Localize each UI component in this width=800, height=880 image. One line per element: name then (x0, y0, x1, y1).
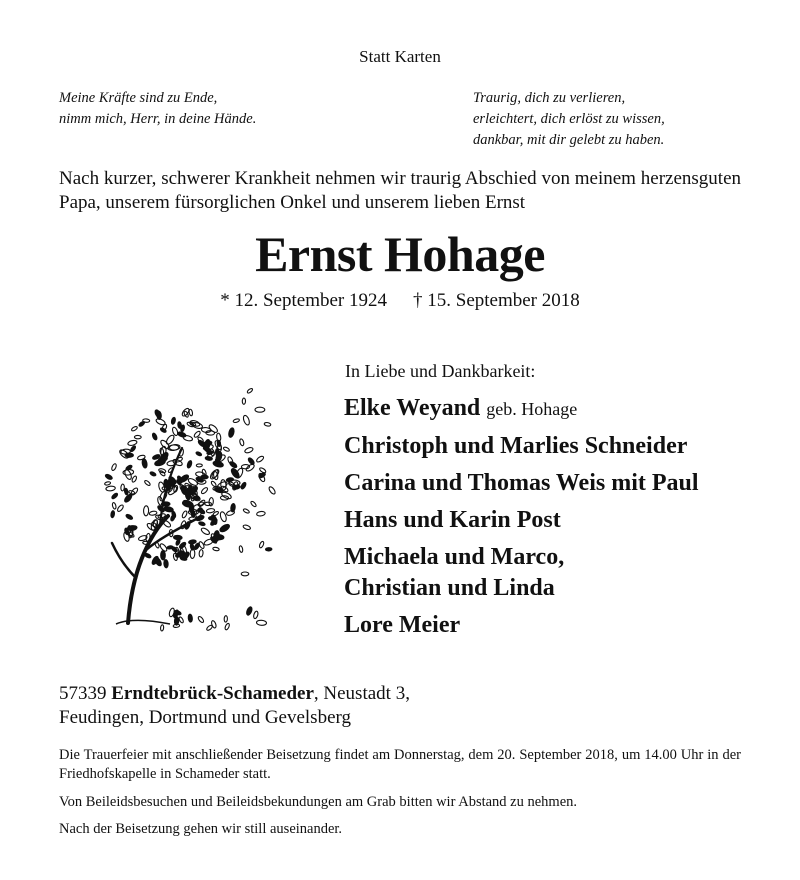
address-zip: 57339 (59, 683, 107, 704)
tree-leaf (198, 521, 205, 526)
tree-leaf (181, 510, 188, 518)
tree-leaf (205, 456, 213, 461)
mourner-entry: Lore Meier (344, 612, 461, 638)
funeral-notice: Die Trauerfeier mit anschließender Beisetzung findet am Donnerstag, dem 20. September 2018, um 14.00 Uhr in der Friedhofskapelle in Schameder statt. (59, 747, 741, 782)
tree-leaf (110, 510, 114, 517)
tree-leaf (247, 457, 255, 465)
tree-leaf (227, 456, 234, 465)
tree-leaf (127, 440, 137, 447)
tree-leaf (219, 511, 227, 522)
tree-leaf (177, 431, 186, 438)
address-line-2: Feudingen, Dortmund und Gevelsberg (59, 707, 351, 728)
tree-leaf (256, 455, 265, 463)
tree-leaf (219, 523, 231, 533)
tree-leaf (265, 548, 272, 552)
tree-leaf (246, 606, 253, 616)
address-line (59, 682, 410, 706)
tree-leaf (203, 446, 212, 454)
tree-leaf (159, 543, 168, 553)
tree-leaf (160, 625, 164, 631)
tree-leaf (256, 620, 266, 626)
tree-leaf (105, 473, 113, 480)
closing-notice: Nach der Beisetzung gehen wir still auseinander. (59, 821, 343, 837)
tree-leaf (240, 482, 247, 490)
poem-left-line: nimm mich, Herr, in deine Hände. (59, 111, 257, 127)
tree-leaf (143, 419, 150, 423)
tree-leaf (161, 551, 166, 560)
tree-leaf (199, 549, 204, 557)
tree-leaf (131, 426, 138, 432)
tree-leaf (242, 415, 250, 426)
poem-left-line: Meine Kräfte sind zu Ende, (59, 90, 218, 106)
tree-leaf (230, 503, 235, 512)
tree-leaf (243, 508, 250, 514)
tree-leaf (200, 487, 208, 495)
tree-leaf (188, 614, 193, 622)
tree-leaf (213, 547, 220, 551)
tree-leaf (239, 546, 244, 553)
tree-leaf (268, 486, 276, 495)
tree-leaf (159, 470, 166, 477)
tree-leaf (224, 623, 230, 631)
life-dates (0, 290, 800, 312)
tree-leaf (142, 458, 148, 468)
tree-leaf (131, 475, 137, 482)
tree-leaf (127, 531, 135, 538)
tree-leaf (171, 417, 176, 425)
tree-leaf (197, 616, 204, 624)
tree-leaf (182, 500, 194, 508)
tree-leaf (233, 418, 240, 423)
mourner-entry (344, 393, 784, 425)
tree-leaf (150, 471, 157, 477)
tree-leaf (247, 388, 254, 394)
tree-leaf (224, 616, 228, 623)
tree-leaf (242, 398, 245, 404)
mourner-entry (344, 542, 784, 604)
tree-leaf (201, 475, 208, 479)
address-town: Erndtebrück-Schameder (111, 683, 314, 704)
tree-leaf (259, 467, 267, 474)
tree-leaf (259, 541, 265, 549)
tree-leaf (124, 488, 128, 495)
tree-leaf (243, 524, 251, 530)
condolence-notice: Von Beileidsbesuchen und Beileidsbekundungen am Grab bitten wir Abstand zu nehmen. (59, 794, 578, 810)
tree-leaf (130, 445, 137, 452)
tree-leaf (125, 514, 133, 521)
tree-leaf (244, 447, 254, 454)
tree-leaf (112, 502, 117, 509)
tree-leaf (195, 451, 202, 456)
mourner-line: Christian und Linda (344, 575, 555, 601)
tree-leaf (264, 422, 271, 427)
statt-karten-header: Statt Karten (359, 47, 441, 66)
tree-leaf (111, 492, 118, 499)
tree-leaf (164, 559, 169, 568)
poem-left (59, 88, 389, 130)
intro-text: Nach kurzer, schwerer Krankheit nehmen wir traurig Abschied von meinem herzensguten Papa, unserem fürsorglichen Onkel und unserem lieben Ernst (59, 168, 741, 213)
mourner-entry: Christoph und Marlies Schneider (344, 433, 688, 459)
mourner-line: Michaela und Marco, (344, 544, 565, 570)
deceased-name: Ernst Hohage (255, 226, 545, 282)
tree-leaf (121, 484, 125, 491)
tree-leaf (104, 481, 111, 485)
tree-leaf (143, 506, 148, 516)
address-street: , Neustadt 3, (313, 683, 410, 704)
tree-leaf (200, 527, 210, 536)
tree-leaf (241, 572, 249, 576)
tree-leaf (165, 434, 175, 445)
tree-leaf (111, 463, 117, 471)
tree-leaf (157, 411, 162, 420)
mourners-heading: In Liebe und Dankbarkeit: (345, 361, 536, 381)
tree-leaf (211, 468, 220, 479)
tree-leaf (186, 460, 192, 468)
tree-leaf (239, 438, 244, 446)
mourner-entry: Carina und Thomas Weis mit Paul (344, 470, 699, 496)
death-date: † 15. September 2018 (413, 290, 580, 311)
poem-right-line: Traurig, dich zu verlieren, (473, 90, 626, 106)
tree-leaf (210, 480, 216, 487)
tree-leaf (253, 611, 259, 619)
tree-leaf (255, 407, 265, 412)
mourners-list (344, 393, 784, 647)
mourner-entry: Hans und Karin Post (344, 507, 561, 533)
address-block (59, 682, 410, 730)
birth-date: * 12. September 1924 (220, 290, 387, 311)
tree-leaf (256, 511, 265, 517)
tree-leaf (216, 480, 228, 490)
tree-leaf (144, 480, 151, 487)
tree-leaf (205, 502, 212, 506)
tree-leaf (228, 427, 235, 437)
mourner-name: Elke Weyand (344, 395, 481, 421)
poem-right-line: erleichtert, dich erlöst zu wissen, (473, 111, 665, 127)
poem-right (473, 88, 773, 151)
tree-leaf (106, 486, 116, 492)
windblown-tree-icon (90, 378, 280, 638)
tree-leaf (203, 440, 212, 446)
tree-leaf (223, 446, 230, 452)
tree-leaf (196, 464, 202, 467)
poem-right-line: dankbar, mit dir gelebt zu haben. (473, 132, 665, 148)
mourner-note: geb. Hohage (486, 399, 578, 419)
tree-leaf (179, 474, 190, 484)
tree-leaf (250, 501, 257, 508)
tree-leaf (134, 435, 141, 439)
tree-leaf (152, 432, 158, 440)
tree-leaf (206, 508, 215, 513)
tree-leaf (170, 514, 176, 522)
tree-leaf (117, 504, 125, 512)
